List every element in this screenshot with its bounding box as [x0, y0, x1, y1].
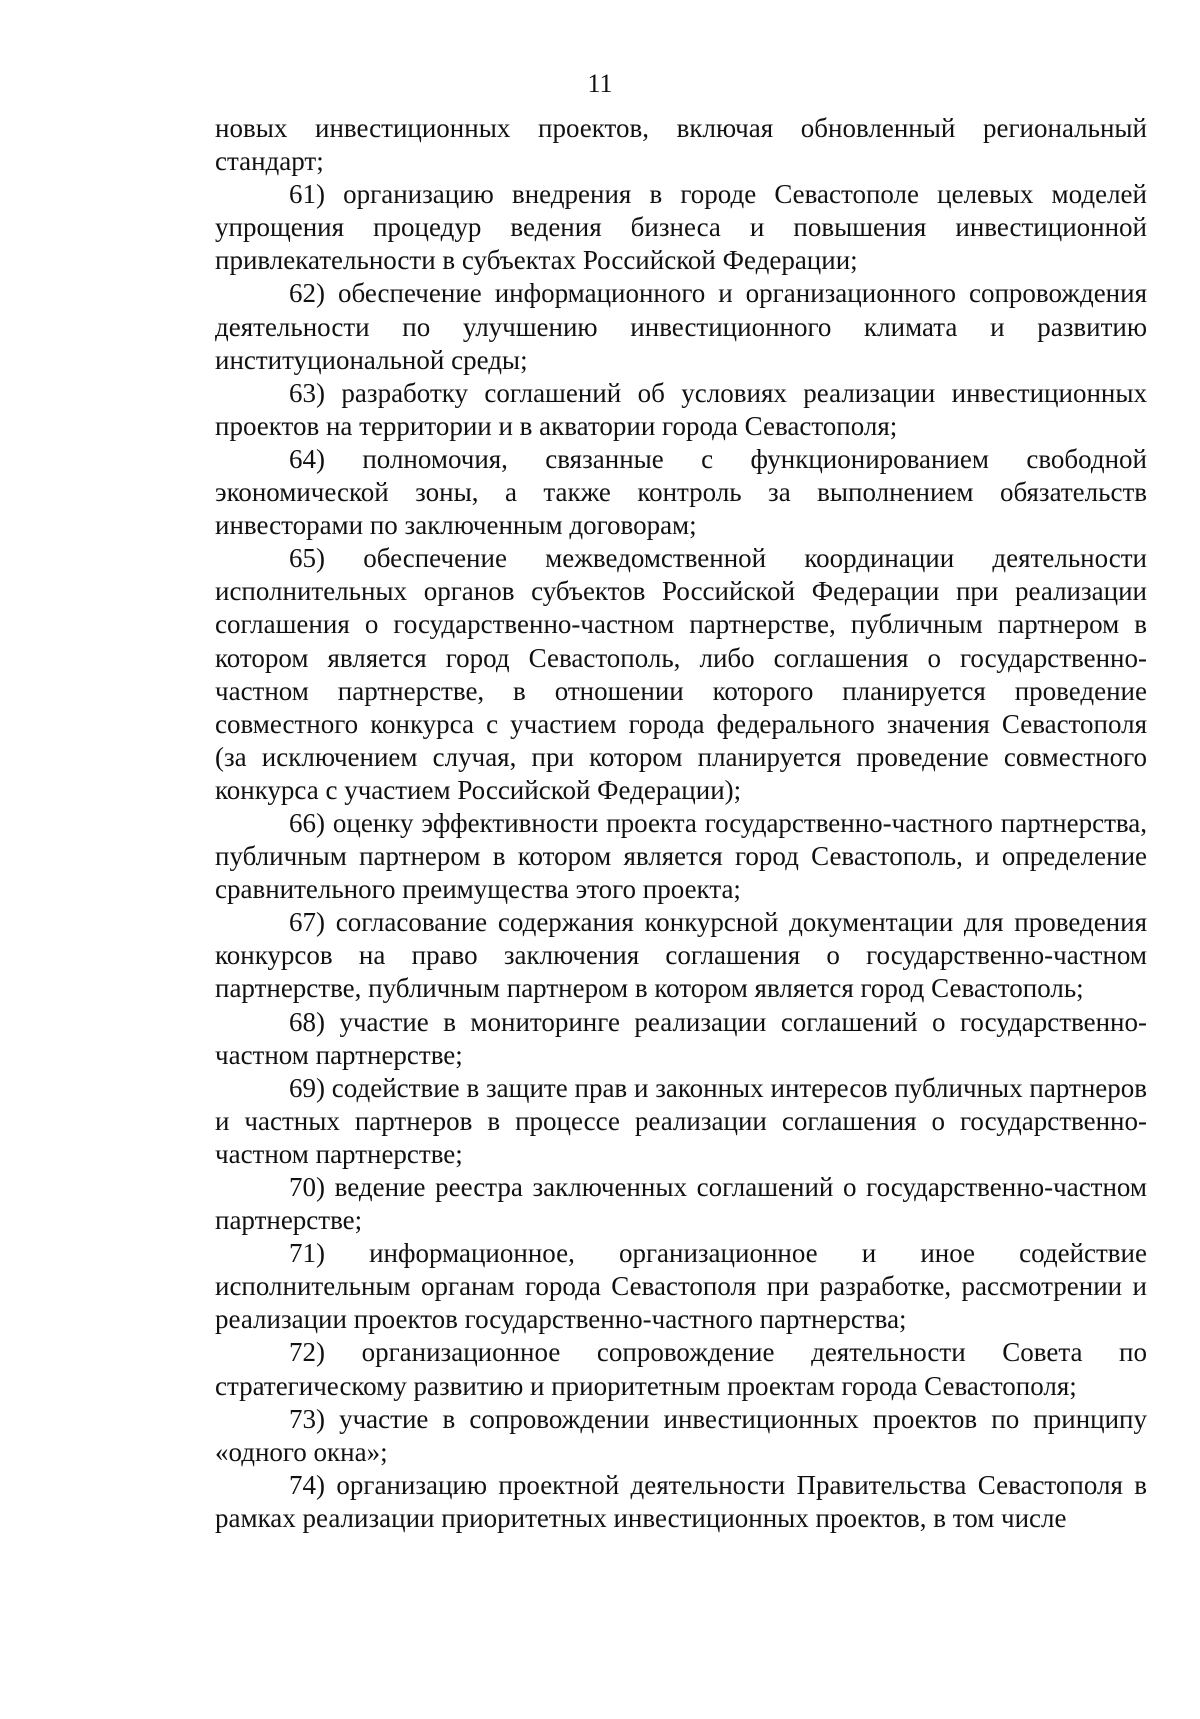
document-body	[215, 112, 1147, 1535]
list-item-66: 66) оценку эффективности проекта государственно-частного партнерства, публичным партнером в котором является город Севастополь, и определение сравнительного преимущества этого проекта;	[215, 807, 1147, 905]
list-item-63: 63) разработку соглашений об условиях реализации инвестиционных проектов на территории и в акватории города Севастополя;	[215, 377, 1147, 441]
list-item-67: 67) согласование содержания конкурсной документации для проведения конкурсов на право заключения соглашения о государственно-частном партнерстве, публичным партнером в котором является город Севастополь;	[215, 907, 1147, 1004]
list-item-70: 70) ведение реестра заключенных соглашений о государственно-частном партнерстве;	[215, 1172, 1147, 1236]
list-item-74: 74) организацию проектной деятельности Правительства Севастополя в рамках реализации приоритетных инвестиционных проектов, в том числе	[215, 1469, 1147, 1533]
list-item-68: 68) участие в мониторинге реализации соглашений о государственно-частном партнерстве;	[215, 1006, 1147, 1070]
list-item-65: 65) обеспечение межведомственной координации деятельности исполнительных органов субъектов Российской Федерации при реализации соглашения о государственно-частном партнерстве, публичным партнером в котором является город Севастополь, либо соглашения о государственно-частном партнерстве, в отношении которого планируется проведение совместного конкурса с участием города федерального значения Севастополя (за исключением случая, при котором планируется проведение совместного конкурса с участием Российской Федерации);	[215, 543, 1147, 805]
list-item-73: 73) участие в сопровождении инвестиционных проектов по принципу «одного окна»;	[215, 1403, 1147, 1467]
paragraph-continuation: новых инвестиционных проектов, включая обновленный региональный стандарт;	[215, 113, 1147, 177]
list-item-71: 71) информационное, организационное и иное содействие исполнительным органам города Севастополя при разработке, рассмотрении и реализации проектов государственно-частного партнерства;	[215, 1238, 1147, 1335]
list-item-69: 69) содействие в защите прав и законных интересов публичных партнеров и частных партнеров в процессе реализации соглашения о государственно-частном партнерстве;	[215, 1072, 1147, 1169]
list-item-64: 64) полномочия, связанные с функционированием свободной экономической зоны, а также контроль за выполнением обязательств инвесторами по заключенным договорам;	[215, 443, 1147, 541]
page-number: 11	[587, 69, 613, 98]
list-item-62: 62) обеспечение информационного и организационного сопровождения деятельности по улучшению инвестиционного климата и развитию институциональной среды;	[215, 278, 1147, 375]
list-item-72: 72) организационное сопровождение деятельности Совета по стратегическому развитию и приоритетным проектам города Севастополя;	[215, 1337, 1147, 1401]
list-item-61: 61) организацию внедрения в городе Севастополе целевых моделей упрощения процедур ведения бизнеса и повышения инвестиционной привлекательности в субъектах Российской Федерации;	[215, 179, 1147, 276]
